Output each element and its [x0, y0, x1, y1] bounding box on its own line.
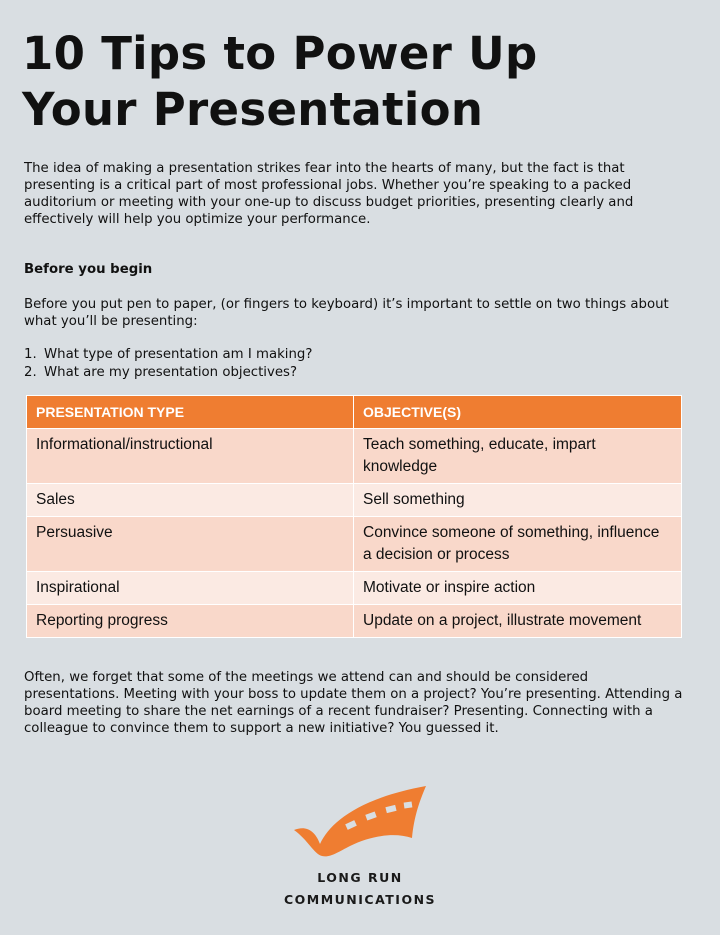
table-cell: Sell something [354, 484, 682, 517]
presentation-type-table [26, 395, 682, 638]
page-title-line-1: 10 Tips to Power Up [22, 27, 538, 80]
table-row [27, 605, 682, 638]
logo-swoosh-icon [290, 782, 430, 860]
table-cell: Reporting progress [27, 605, 354, 638]
column-header-type: PRESENTATION TYPE [27, 396, 354, 429]
table-row [27, 517, 682, 572]
table-cell: Inspirational [27, 572, 354, 605]
list-text: What type of presentation am I making? [44, 347, 313, 362]
list-number: 2. [24, 364, 37, 380]
table-cell: Persuasive [27, 517, 354, 572]
question-list [24, 346, 312, 381]
table-row [27, 572, 682, 605]
table-cell: Update on a project, illustrate movement [354, 605, 682, 638]
outro-paragraph: Often, we forget that some of the meetings we attend can and should be considered presentations. Meeting with your boss to update them on a project? You’re presenting. Attending a board meeting to share the net earnings of a recent fundraiser? Presenting. Connecting with a colleague to convince them to support a new initiative? You guessed it. [24, 670, 683, 736]
column-header-objectives: OBJECTIVE(S) [354, 396, 682, 429]
section-heading: Before you begin [24, 262, 153, 277]
table-cell: Convince someone of something, influence a decision or process [354, 517, 682, 572]
list-item [24, 364, 312, 382]
logo-text-line-2: COMMUNICATIONS [283, 892, 437, 907]
list-text: What are my presentation objectives? [44, 364, 298, 380]
table-cell: Motivate or inspire action [354, 572, 682, 605]
section-paragraph: Before you put pen to paper, (or fingers to keyboard) it’s important to settle on two things about what you’ll be presenting: [24, 297, 669, 329]
table-row [27, 484, 682, 517]
table-cell: Informational/instructional [27, 429, 354, 484]
table-cell: Teach something, educate, impart knowledge [354, 429, 682, 484]
table-cell: Sales [27, 484, 354, 517]
intro-paragraph: The idea of making a presentation strikes fear into the hearts of many, but the fact is that presenting is a critical part of most professional jobs. Whether you’re speaking to a packed auditorium or meeting with your one-up to discuss budget priorities, presenting clearly and effectively will help you optimize your performance. [24, 161, 634, 227]
page-title-line-2: Your Presentation [22, 83, 484, 136]
page-title [22, 26, 682, 138]
company-logo [280, 782, 440, 912]
table-row [27, 429, 682, 484]
table-header-row [27, 396, 682, 429]
logo-text-line-1: LONG RUN [317, 870, 403, 885]
list-item [24, 346, 312, 364]
list-number: 1. [24, 347, 37, 362]
